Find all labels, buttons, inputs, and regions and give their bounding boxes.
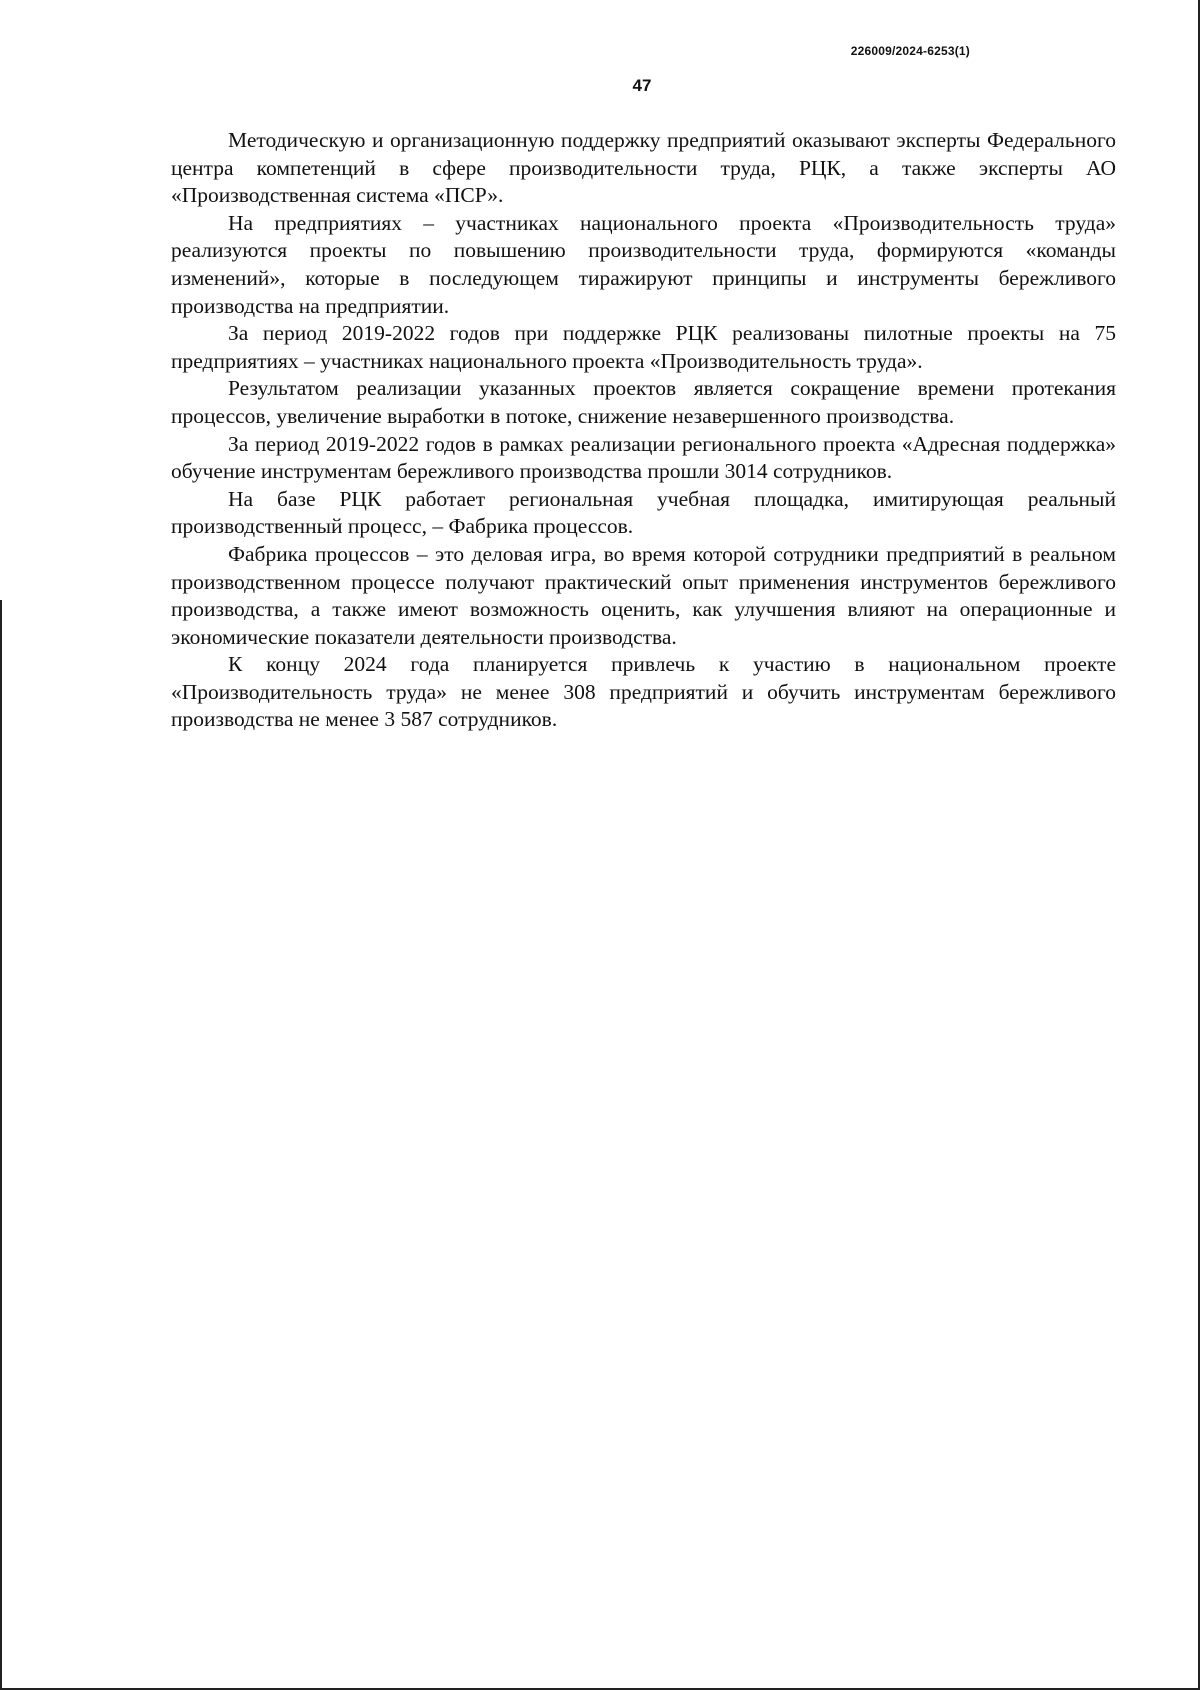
paragraph: На базе РЦК работает региональная учебная площадка, имитирующая реальный производственный процесс, – Фабрика процессов. [171, 486, 1116, 539]
paragraph: На предприятиях – участниках национального проекта «Производительность труда» реализуются проекты по повышению производительности труда, формируются «команды изменений», которые в последующем тиражируют принципы и инструменты бережливого производства на предприятии. [171, 210, 1116, 318]
paragraph: Методическую и организационную поддержку предприятий оказывают эксперты Федерального центра компетенций в сфере производительности труда, РЦК, а также эксперты АО «Производственная система «ПСР». [171, 128, 1116, 208]
paragraph: Результатом реализации указанных проектов является сокращение времени протекания процессов, увеличение выработки в потоке, снижение незавершенного производства. [171, 376, 1116, 428]
paragraph: За период 2019-2022 годов в рамках реализации регионального проекта «Адресная поддержка» обучение инструментам бережливого производства прошли 3014 сотрудников. [171, 431, 1116, 484]
paragraph: Фабрика процессов – это деловая игра, во время которой сотрудники предприятий в реальном производственном процессе получают практический опыт применения инструментов бережливого производства, а также имеют возможность оценить, как улучшения влияют на операционные и экономические показатели деятельности производства. [171, 541, 1116, 649]
paragraph: За период 2019-2022 годов при поддержке РЦК реализованы пилотные проекты на 75 предприятиях – участниках национального проекта «Производительность труда». [171, 321, 1116, 373]
paragraph: К концу 2024 года планируется привлечь к участию в национальном проекте «Производительность труда» не менее 308 предприятий и обучить инструментам бережливого производства не менее 3 587 сотрудников. [171, 652, 1116, 732]
scan-edge-left [0, 600, 2, 1690]
page-number: 47 [632, 76, 652, 95]
document-id: 226009/2024-6253(1) [850, 44, 970, 58]
document-body [171, 127, 1116, 734]
